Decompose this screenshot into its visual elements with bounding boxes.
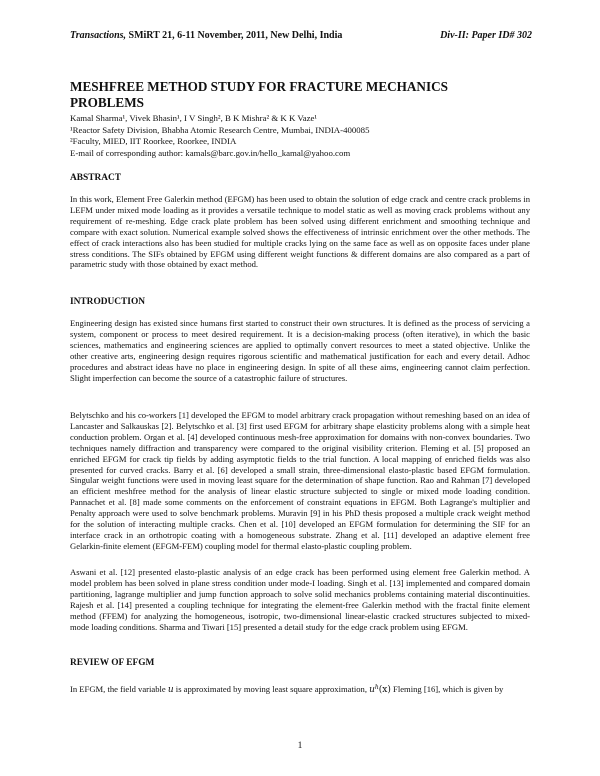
intro-paragraph-1 [70,318,530,383]
intro-paragraph-2 [70,410,530,552]
math-uh-arg: (x) [378,685,391,695]
math-uh-sup: h [374,684,379,691]
math-variable-u: u [167,685,174,695]
intro-p3-body: Aswani et al. [12] presented elasto-plastic analysis of an edge crack has been performed using element free Galerkin method. A model problem has been solved in plane stress condition under mode-I loading. Singh et al. [13] implemented and compared domain partitioning, lagrange multiplier and jump function approach to solve solid mechanics problems containing material discontinuities. Rajesh et al. [14] presented a coupling technique for integrating the element-free Galerkin method with the fractal finite element method (FFEM) for analyzing the homogeneous, isotropic, two-dimensional linear-elastic cracked structures subjected to mixed-mode loading conditions. Sharma and Tiwari [15] presented a detail study for the edge crack problem using EFGM. [70,567,530,632]
intro-paragraph-3 [70,567,530,632]
intro-p1-body: Engineering design has existed since humans first started to construct their own structures. It is defined as the process of servicing a system, component or process to meet desired requirement. It is a decision-making process (often iterative), in which the basic sciences, mathematics and engineering sciences are applied to optimally convert resources to meet a stated objective. Unlike the other creative arts, engineering design requires rigorous scientific and mathematical justification for each and every detail. Adhoc procedures and abstract ideas have no place in engineering design. In spite of all these aims, engineering cannot claim perfection. Slight imperfection can become the source of a catastrophic failure of structures. [70,318,530,383]
page-number: 1 [297,741,303,751]
math-uh-x [369,685,391,695]
abstract-heading: ABSTRACT [70,173,122,183]
header-conference [70,30,342,41]
header-conference-text: SMiRT 21, 6-11 November, 2011, New Delhi, India [126,30,343,41]
author-names: Kamal Sharma¹, Vivek Bhasin¹, I V Singh², B K Mishra² & K K Vaze¹ [70,113,318,123]
header-journal: Transactions, [70,30,127,41]
paper-title: MESHFREE METHOD STUDY FOR FRACTURE MECHANICS PROBLEMS [70,79,448,110]
math-uh-base: u [369,685,375,695]
review-text-c: Fleming [16], which is given by [390,684,504,694]
review-text-a: In EFGM, the field variable [70,684,168,694]
review-heading: REVIEW OF EFGM [70,658,155,668]
running-header [70,30,532,44]
introduction-heading: INTRODUCTION [70,297,146,307]
author-block [70,113,540,159]
header-paper-id: Div-II: Paper ID# 302 [440,30,532,41]
review-paragraph [70,683,530,697]
affiliation-1: ¹Reactor Safety Division, Bhabha Atomic Research Centre, Mumbai, INDIA-400085 [70,124,370,135]
corresponding-email: E-mail of corresponding author: kamals@barc.gov.in/hello_kamal@yahoo.com [70,147,351,158]
abstract-text [70,194,530,270]
affiliation-2: ²Faculty, MIED, IIT Roorkee, Roorkee, INDIA [70,136,237,147]
review-text-b: is approximated by moving least square approximation, [173,684,370,694]
intro-p2-body: Belytschko and his co-workers [1] developed the EFGM to model arbitrary crack propagation without remeshing based on an idea of Lancaster and Salkauskas [2]. Belytschko et al. [3] first used EFGM for arbitrary shape elasticity problems along with a simple heat conduction problem. Organ et al. [4] developed continuous mesh-free approximation for domains with non-convex boundaries. Two techniques namely diffraction and transparency were compared to the original visibility criterion. Fleming et al. [5] proposed an enriched EFGM for crack tip fields by adding asymptotic fields to the trial function. A local mapping of enriched fields was also presented for curved cracks. Barry et al. [6] developed a small strain, three-dimensional elasto-plastic based EFGM formulation. Singular weight functions were used in moving least square for the determination of shape function. Rao and Rahman [7] developed an efficient meshfree method for the analysis of linear elastic structure subjected to single or mixed mode loading condition. Pannachet et al. [8] made some comments on the enforcement of constraint equations in EFGM. Both Lagrange's multiplier and Penalty approach were used to solve benchmark problems. Muravin [9] in his PhD thesis proposed a multiple crack weight method for the solution of interacting multiple cracks. Chen et al. [10] developed an EFGM formulation for determining the SIF for an interface crack in an orthotropic coating with a homogeneous substrate. Zhang et al. [11] developed an adaptive element free Gelarkin-finite element (EFGM-FEM) coupling model for thermal elasto-plastic coupling problem. [70,410,530,551]
abstract-body: In this work, Element Free Galerkin method (EFGM) has been used to obtain the solution of edge crack and centre crack problems in LEFM under mixed mode loading as it provides a versatile technique to model static as well as moving crack problems without any requirement of re-meshing. Edge crack plate problem has been solved using different enrichment and smoothing technique and compare with exact solution. Numerical example solved shows the effectiveness of intrinsic enrichment over the other methods. The effect of crack interactions also has been studied for multiple cracks lying on the same face as well as on opposite faces under plane stress conditions. The SIFs obtained by EFGM using different weight functions & different domains are also compared as a part of parametric study with those obtained by exact method. [70,194,530,270]
